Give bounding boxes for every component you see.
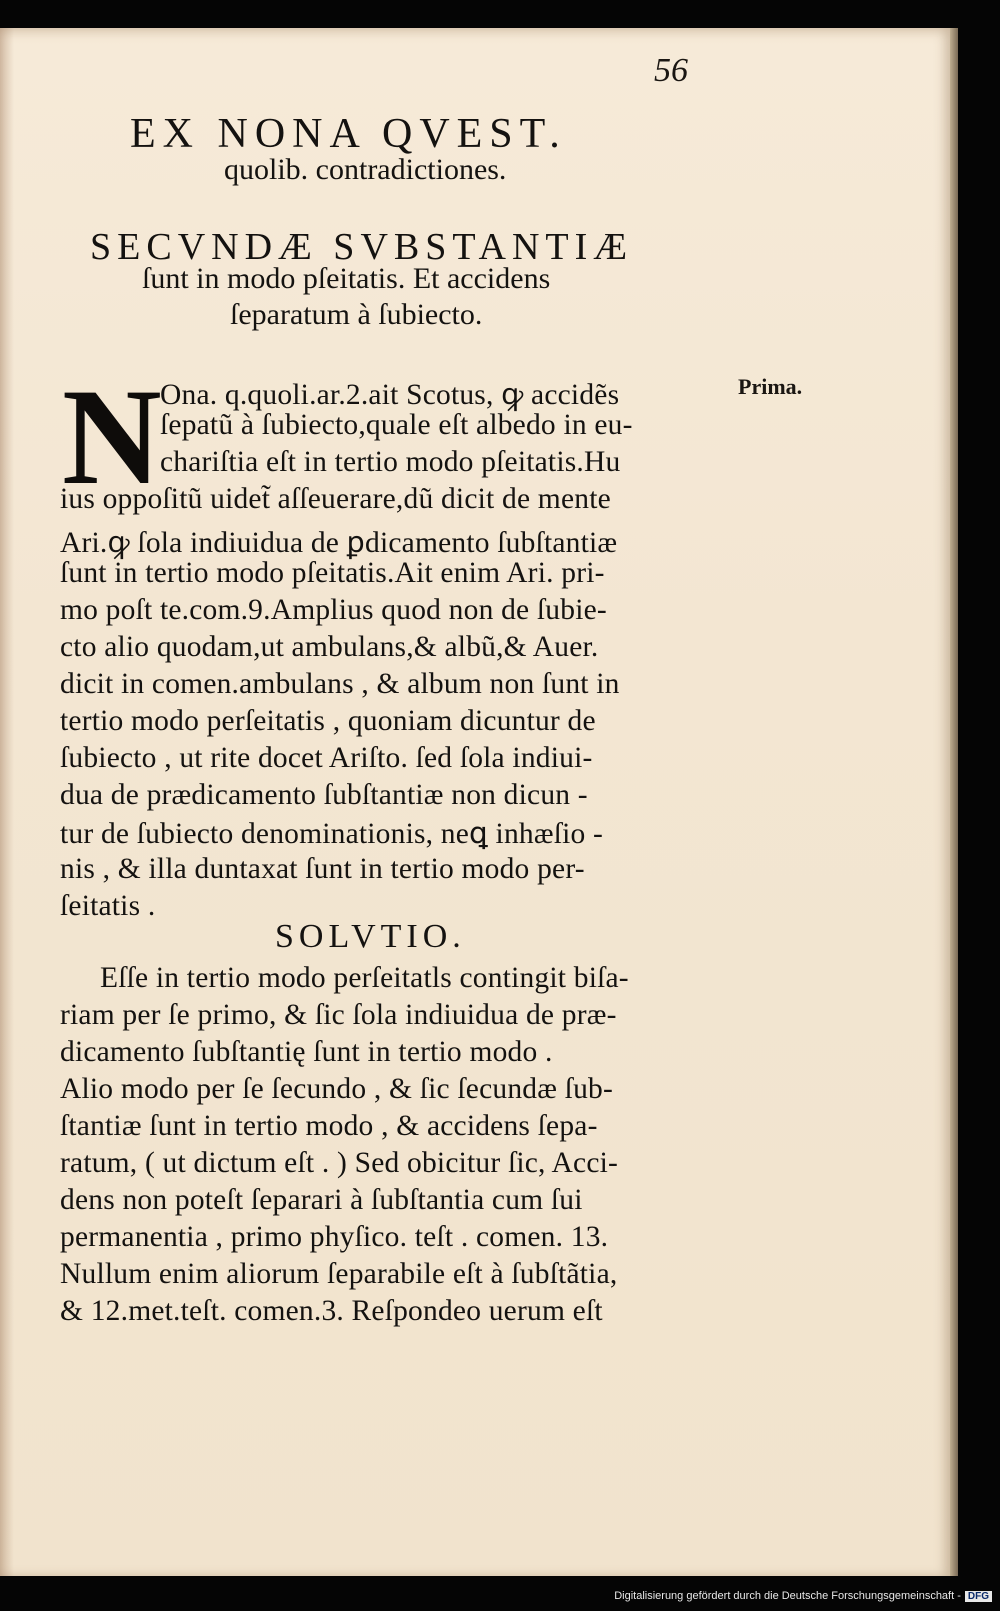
body-line: tur de ſubiecto denominationis, neꝗ inhæſio - — [60, 818, 604, 850]
running-head: EX NONA QVEST. — [130, 111, 567, 157]
body-line: nis , & illa duntaxat ſunt in tertio modo per- — [60, 853, 585, 885]
digitization-credit — [614, 1590, 992, 1602]
solution-heading: SOLVTIO. — [275, 918, 466, 955]
page-number: 56 — [654, 52, 688, 89]
solution-line: dicamento ſubſtantię ſunt in tertio modo . — [60, 1036, 553, 1068]
solution-line: ſtantiæ ſunt in tertio modo , & accidens ſepa- — [60, 1110, 598, 1142]
solution-line: riam per ſe primo, & ſic ſola indiuidua de præ- — [60, 999, 617, 1031]
solution-line: & 12.met.teſt. comen.3. Reſpondeo uerum eſt — [60, 1295, 603, 1327]
section-title-line: ſeparatum à ſubiecto. — [230, 298, 483, 331]
drop-cap-initial: N — [62, 360, 162, 513]
credit-text: Digitalisierung gefördert durch die Deutsche Forschungsgemeinschaft - — [614, 1590, 961, 1602]
body-line: ſeitatis . — [60, 890, 156, 922]
solution-line: Alio modo per ſe ſecundo , & ſic ſecundæ ſub- — [60, 1073, 613, 1105]
solution-line: dens non poteſt ſeparari à ſubſtantia cum ſui — [60, 1184, 583, 1216]
section-title: SECVNDÆ SVBSTANTIÆ — [90, 226, 634, 268]
body-line: ius oppoſitũ uidet̃ aſſeuerare,dũ dicit de mente — [60, 483, 611, 515]
body-line: ſunt in tertio modo pſeitatis.Ait enim Ari. pri- — [60, 557, 605, 589]
body-line: dicit in comen.ambulans , & album non ſunt in — [60, 668, 620, 700]
body-line: tertio modo perſeitatis , quoniam dicuntur de — [60, 705, 596, 737]
body-line: dua de prædicamento ſubſtantiæ non dicun - — [60, 779, 588, 811]
solution-line: Eſſe in tertio modo perſeitatls contingit biſa- — [100, 962, 629, 994]
body-line: ſubiecto , ut rite docet Ariſto. ſed ſola indiui- — [60, 742, 593, 774]
solution-line: permanentia , primo phyſico. teſt . comen. 13. — [60, 1221, 609, 1253]
book-spine — [950, 28, 958, 1576]
body-line: cto alio quodam,ut ambulans,& albũ,& Auer. — [60, 631, 599, 663]
body-line: chariſtia eſt in tertio modo pſeitatis.Hu — [160, 446, 621, 478]
section-title-line: ſunt in modo pſeitatis. Et accidens — [142, 262, 551, 295]
body-line: Ari.ꝙ ſola indiuidua de ꝑdicamento ſubſtantiæ — [60, 527, 618, 559]
margin-note: Prima. — [738, 374, 803, 399]
solution-line: ratum, ( ut dictum eſt . ) Sed obicitur ſic, Acci- — [60, 1147, 619, 1179]
body-line: mo poſt te.com.9.Amplius quod non de ſubie- — [60, 594, 607, 626]
solution-line: Nullum enim aliorum ſeparabile eſt à ſubſtãtia, — [60, 1258, 618, 1290]
body-line: ſepatũ à ſubiecto,quale eſt albedo in eu- — [160, 409, 633, 441]
body-line: Ona. q.quoli.ar.2.ait Scotus, ꝙ accidẽs — [160, 379, 620, 411]
running-head-subtitle: quolib. contradictiones. — [224, 153, 507, 186]
dfg-logo: DFG — [965, 1591, 992, 1602]
